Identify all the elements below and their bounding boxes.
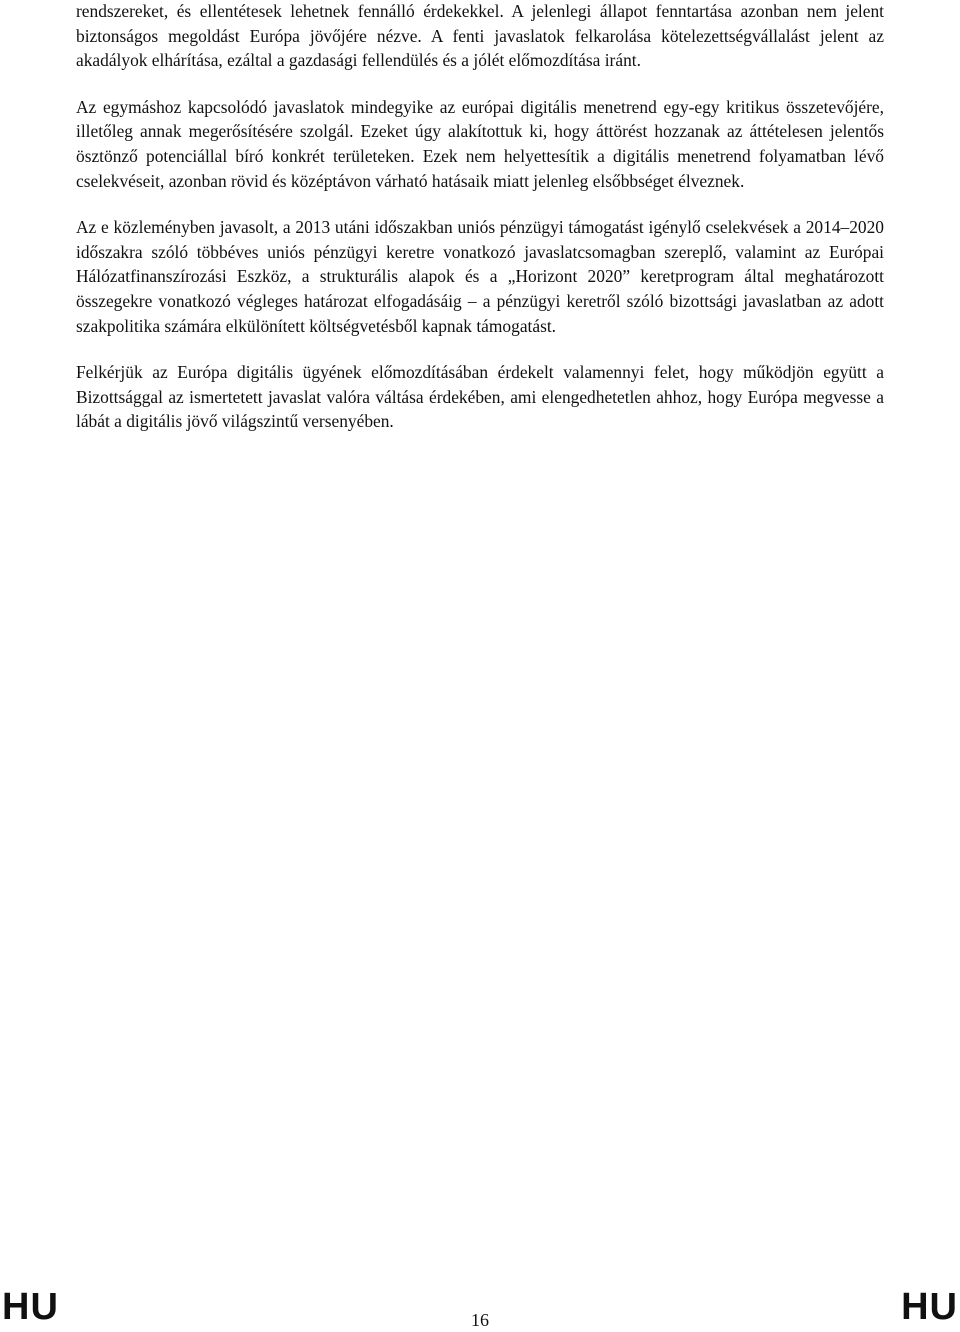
footer-language-code-right: HU (901, 1286, 958, 1328)
paragraph: Az egymáshoz kapcsolódó javaslatok mindegyike az európai digitális menetrend egy-egy kritikus összetevőjére, illetőleg annak megerősítésére szolgál. Ezeket úgy alakítottuk ki, hogy áttörést hozzanak az áttételesen jelentős ösztönző potenciállal bíró konkrét területeken. Ezek nem helyettesítik a digitális menetrend folyamatban lévő cselekvéseit, azonban rövid és középtávon várható hatásaik miatt jelenleg elsőbbséget élveznek. (76, 96, 884, 191)
paragraph: Az e közleményben javasolt, a 2013 utáni időszakban uniós pénzügyi támogatást igénylő cselekvések a 2014–2020 időszakra szóló többéves uniós pénzügyi keretre vonatkozó javaslatcsomagban szereplő, valamint az Európai Hálózatfinanszírozási Eszköz, a strukturális alapok és a „Horizont 2020” keretprogram által meghatározott összegekre vonatkozó végleges határozat elfogadásáig – a pénzügyi keretről szóló bizottsági javaslatban az adott szakpolitika számára elkülönített költségvetésből kapnak támogatást. (76, 217, 884, 336)
document-body (76, 0, 884, 434)
page-number: 16 (471, 1310, 489, 1330)
footer-language-code-left: HU (2, 1286, 59, 1328)
paragraph: Felkérjük az Európa digitális ügyének előmozdításában érdekelt valamennyi felet, hogy működjön együtt a Bizottsággal az ismertetett javaslat valóra váltása érdekében, ami elengedhetetlen ahhoz, hogy Európa megvesse a lábát a digitális jövő világszintű versenyében. (76, 362, 884, 432)
paragraph: rendszereket, és ellentétesek lehetnek fennálló érdekekkel. A jelenlegi állapot fenntartása azonban nem jelent biztonságos megoldást Európa jövőjére nézve. A fenti javaslatok felkarolása kötelezettségvállalást jelent az akadályok elhárítása, ezáltal a gazdasági fellendülés és a jólét előmozdítása iránt. (76, 1, 884, 71)
